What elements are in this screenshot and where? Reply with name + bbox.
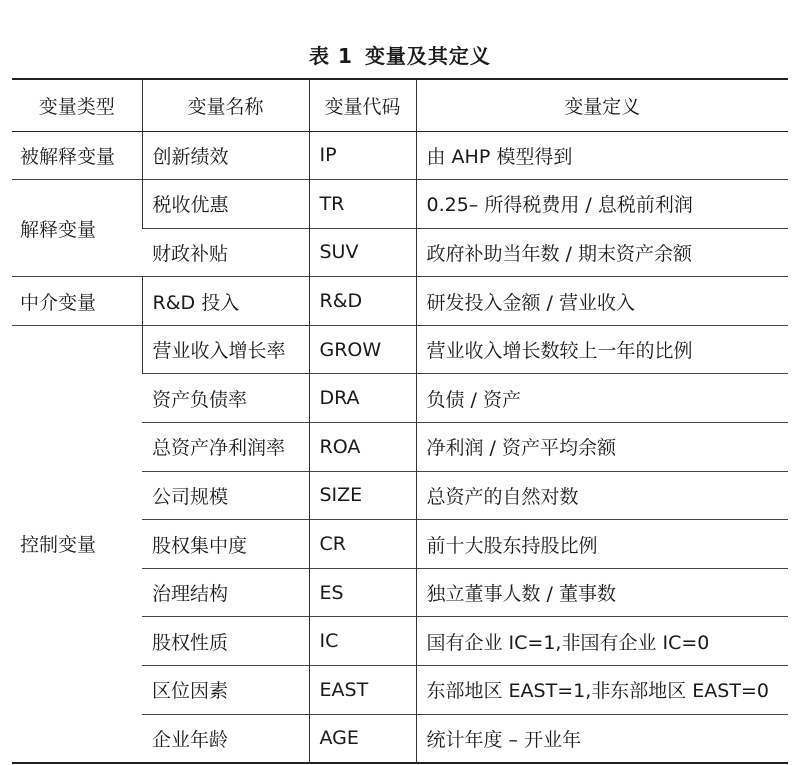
table-row (12, 325, 788, 374)
variable-definition-cell: 营业收入增长数较上一年的比例 (416, 325, 788, 374)
variable-name-cell: 公司规模 (152, 485, 229, 508)
variable-code-cell: TR (309, 180, 416, 229)
variable-definition-cell: 总资产的自然对数 (416, 471, 788, 520)
variable-type-cell: 中介变量 (20, 291, 97, 314)
variable-definition-cell: 东部地区 EAST=1,非东部地区 EAST=0 (416, 666, 788, 715)
variable-code-cell: DRA (309, 374, 416, 423)
table-row (12, 180, 788, 229)
variable-code-cell: SIZE (309, 471, 416, 520)
table-row (12, 131, 788, 180)
variable-name-cell: 治理结构 (152, 583, 229, 606)
table-number: 表 1 (309, 44, 353, 68)
variables-table (12, 78, 788, 764)
variable-name-cell: 总资产净利润率 (152, 437, 286, 460)
variable-definition-cell: 独立董事人数 / 董事数 (416, 568, 788, 617)
variable-code-cell: AGE (309, 714, 416, 763)
variable-name-cell: 创新绩效 (142, 131, 309, 180)
variable-name-cell: 税收优惠 (142, 180, 309, 229)
variable-code-cell: SUV (309, 228, 416, 277)
variable-code-cell: ROA (309, 423, 416, 472)
variable-code-cell: R&D (309, 277, 416, 326)
variable-name-cell: 财政补贴 (152, 242, 229, 265)
variable-code-cell: ES (309, 568, 416, 617)
variable-name-cell: 区位因素 (152, 680, 229, 703)
variable-name-cell: 企业年龄 (152, 728, 229, 751)
table-title-text: 变量及其定义 (364, 44, 491, 68)
header-variable-code: 变量代码 (309, 79, 416, 131)
variable-type-cell: 被解释变量 (20, 145, 116, 168)
variable-definition-cell: 国有企业 IC=1,非国有企业 IC=0 (416, 617, 788, 666)
variable-type-cell: 控制变量 (20, 534, 97, 557)
variable-definition-cell: 统计年度 – 开业年 (416, 714, 788, 763)
variable-definition-cell: 净利润 / 资产平均余额 (416, 423, 788, 472)
variable-code-cell: GROW (309, 325, 416, 374)
variable-definition-cell: 0.25– 所得税费用 / 息税前利润 (416, 180, 788, 229)
variable-name-cell: 股权集中度 (152, 534, 248, 557)
variable-code-cell: IC (309, 617, 416, 666)
variable-name-cell: R&D 投入 (142, 277, 309, 326)
table-row (12, 277, 788, 326)
table-body (12, 131, 788, 763)
variable-code-cell: CR (309, 520, 416, 569)
variable-name-cell: 营业收入增长率 (142, 325, 309, 374)
variable-definition-cell: 政府补助当年数 / 期末资产余额 (416, 228, 788, 277)
variable-code-cell: IP (309, 131, 416, 180)
header-variable-definition: 变量定义 (416, 79, 788, 131)
variable-definition-cell: 前十大股东持股比例 (416, 520, 788, 569)
variable-definition-cell: 研发投入金额 / 营业收入 (416, 277, 788, 326)
variable-type-cell: 解释变量 (20, 218, 97, 241)
table-header-row (12, 79, 788, 131)
table-title (0, 40, 800, 69)
header-variable-name: 变量名称 (142, 79, 309, 131)
header-variable-type: 变量类型 (38, 95, 115, 118)
variable-definition-cell: 负债 / 资产 (416, 374, 788, 423)
variable-name-cell: 资产负债率 (152, 388, 248, 411)
variable-definition-cell: 由 AHP 模型得到 (416, 131, 788, 180)
variable-code-cell: EAST (309, 666, 416, 715)
variable-name-cell: 股权性质 (152, 631, 229, 654)
